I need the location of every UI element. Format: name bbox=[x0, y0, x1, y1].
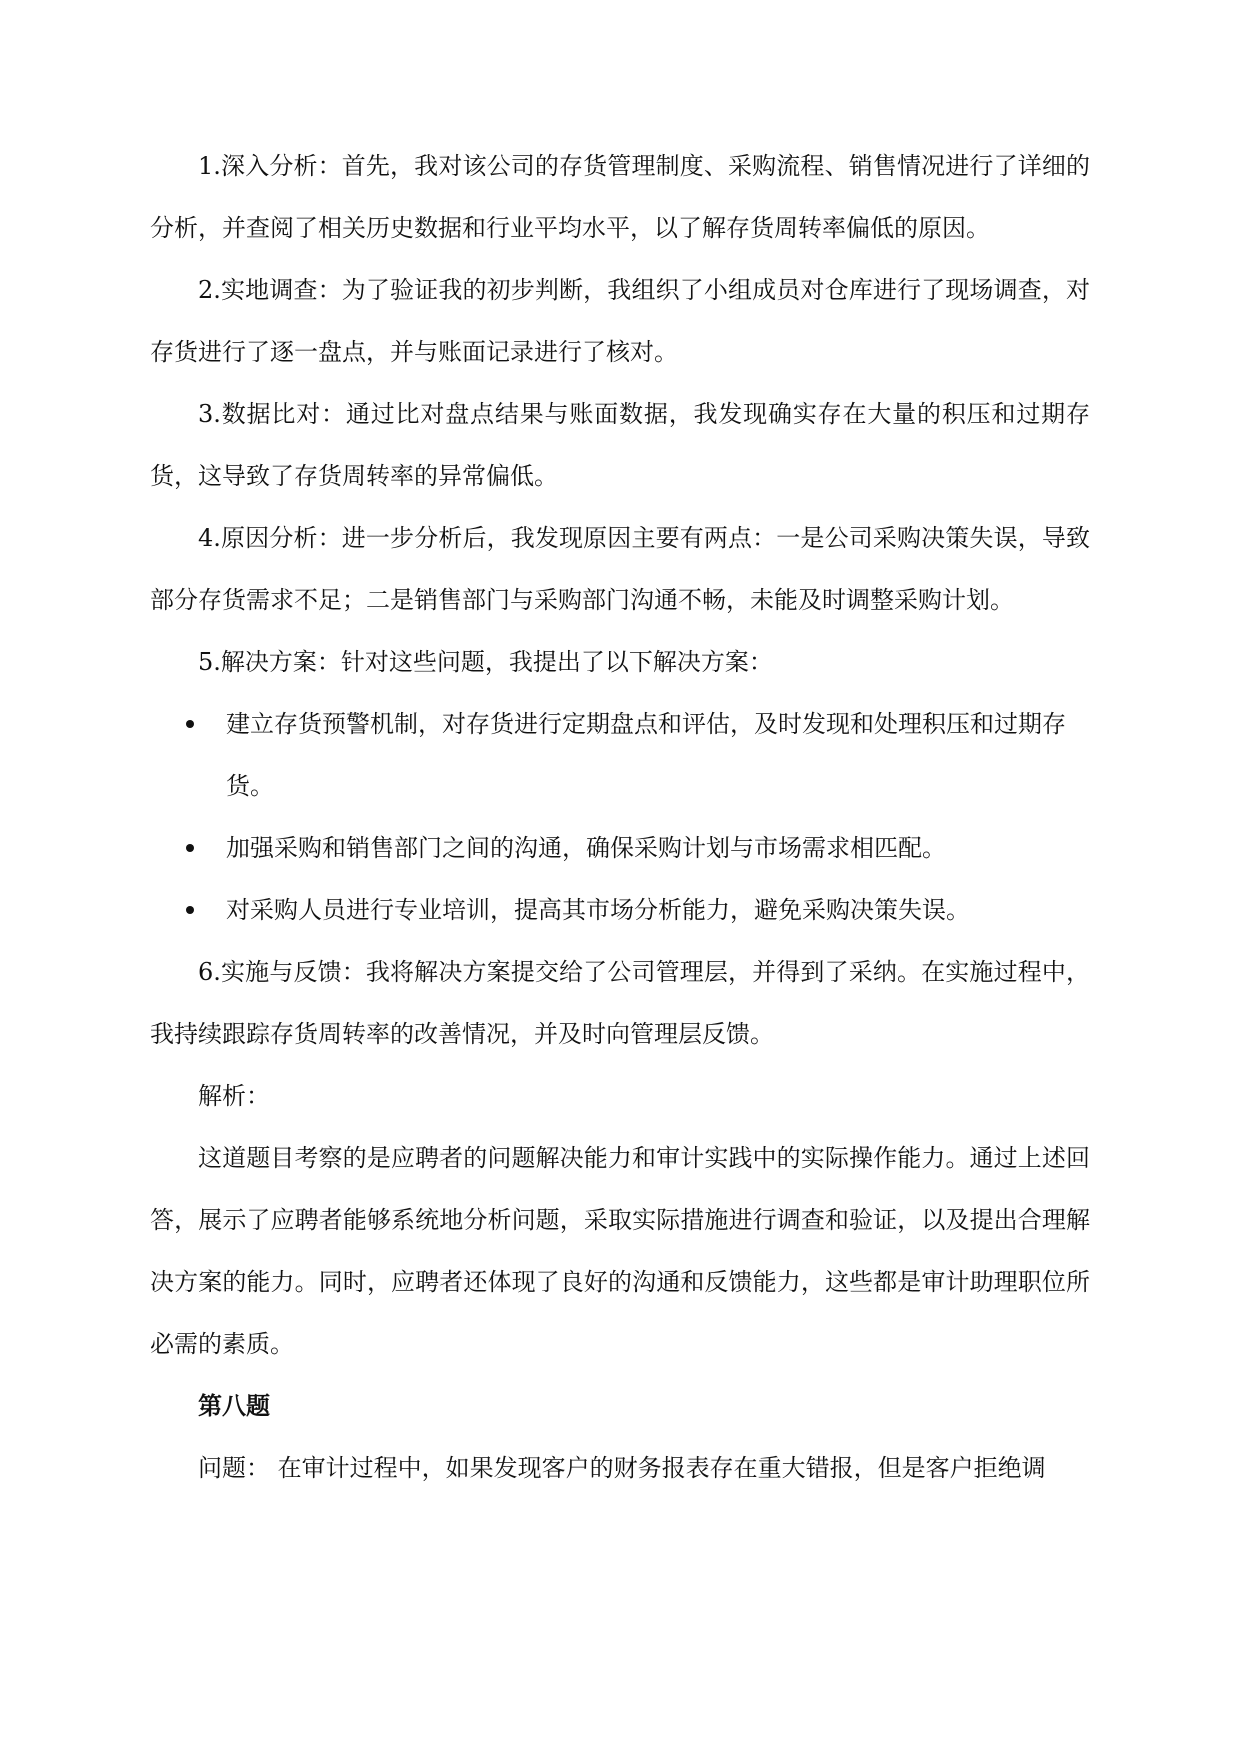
solution-text: 建立存货预警机制，对存货进行定期盘点和评估，及时发现和处理积压和过期存货。 bbox=[226, 710, 1066, 800]
bullet-icon bbox=[186, 720, 194, 728]
bullet-icon bbox=[186, 844, 194, 852]
section-heading: 第八题 bbox=[198, 1392, 270, 1420]
analysis-label: 解析： bbox=[198, 1082, 270, 1110]
step-6-paragraph: 6.实施与反馈：我将解决方案提交给了公司管理层，并得到了采纳。在实施过程中，我持续跟踪存货周转率的改善情况，并及时向管理层反馈。 bbox=[150, 958, 1090, 1048]
step-1-paragraph: 1.深入分析：首先，我对该公司的存货管理制度、采购流程、销售情况进行了详细的分析，并查阅了相关历史数据和行业平均水平，以了解存货周转率偏低的原因。 bbox=[150, 152, 1090, 242]
solution-list-item bbox=[150, 879, 1090, 941]
analysis-paragraph: 这道题目考察的是应聘者的问题解决能力和审计实践中的实际操作能力。通过上述回答，展示了应聘者能够系统地分析问题，采取实际措施进行调查和验证，以及提出合理解决方案的能力。同时，应聘者还体现了良好的沟通和反馈能力，这些都是审计助理职位所必需的素质。 bbox=[150, 1144, 1090, 1358]
question-paragraph: 问题： 在审计过程中，如果发现客户的财务报表存在重大错报，但是客户拒绝调 bbox=[198, 1454, 1046, 1482]
step-5-paragraph: 5.解决方案：针对这些问题，我提出了以下解决方案： bbox=[198, 648, 773, 676]
solution-list-item bbox=[150, 817, 1090, 879]
solution-list-item bbox=[150, 693, 1090, 817]
step-3-paragraph: 3.数据比对：通过比对盘点结果与账面数据，我发现确实存在大量的积压和过期存货，这导致了存货周转率的异常偏低。 bbox=[150, 400, 1090, 490]
solution-text: 加强采购和销售部门之间的沟通，确保采购计划与市场需求相匹配。 bbox=[226, 834, 946, 862]
step-4-paragraph: 4.原因分析：进一步分析后，我发现原因主要有两点：一是公司采购决策失误，导致部分存货需求不足；二是销售部门与采购部门沟通不畅，未能及时调整采购计划。 bbox=[150, 524, 1090, 614]
solution-list bbox=[150, 693, 1090, 941]
document-page bbox=[150, 135, 1090, 1499]
solution-text: 对采购人员进行专业培训，提高其市场分析能力，避免采购决策失误。 bbox=[226, 896, 970, 924]
step-2-paragraph: 2.实地调查：为了验证我的初步判断，我组织了小组成员对仓库进行了现场调查，对存货进行了逐一盘点，并与账面记录进行了核对。 bbox=[150, 276, 1090, 366]
bullet-icon bbox=[186, 906, 194, 914]
